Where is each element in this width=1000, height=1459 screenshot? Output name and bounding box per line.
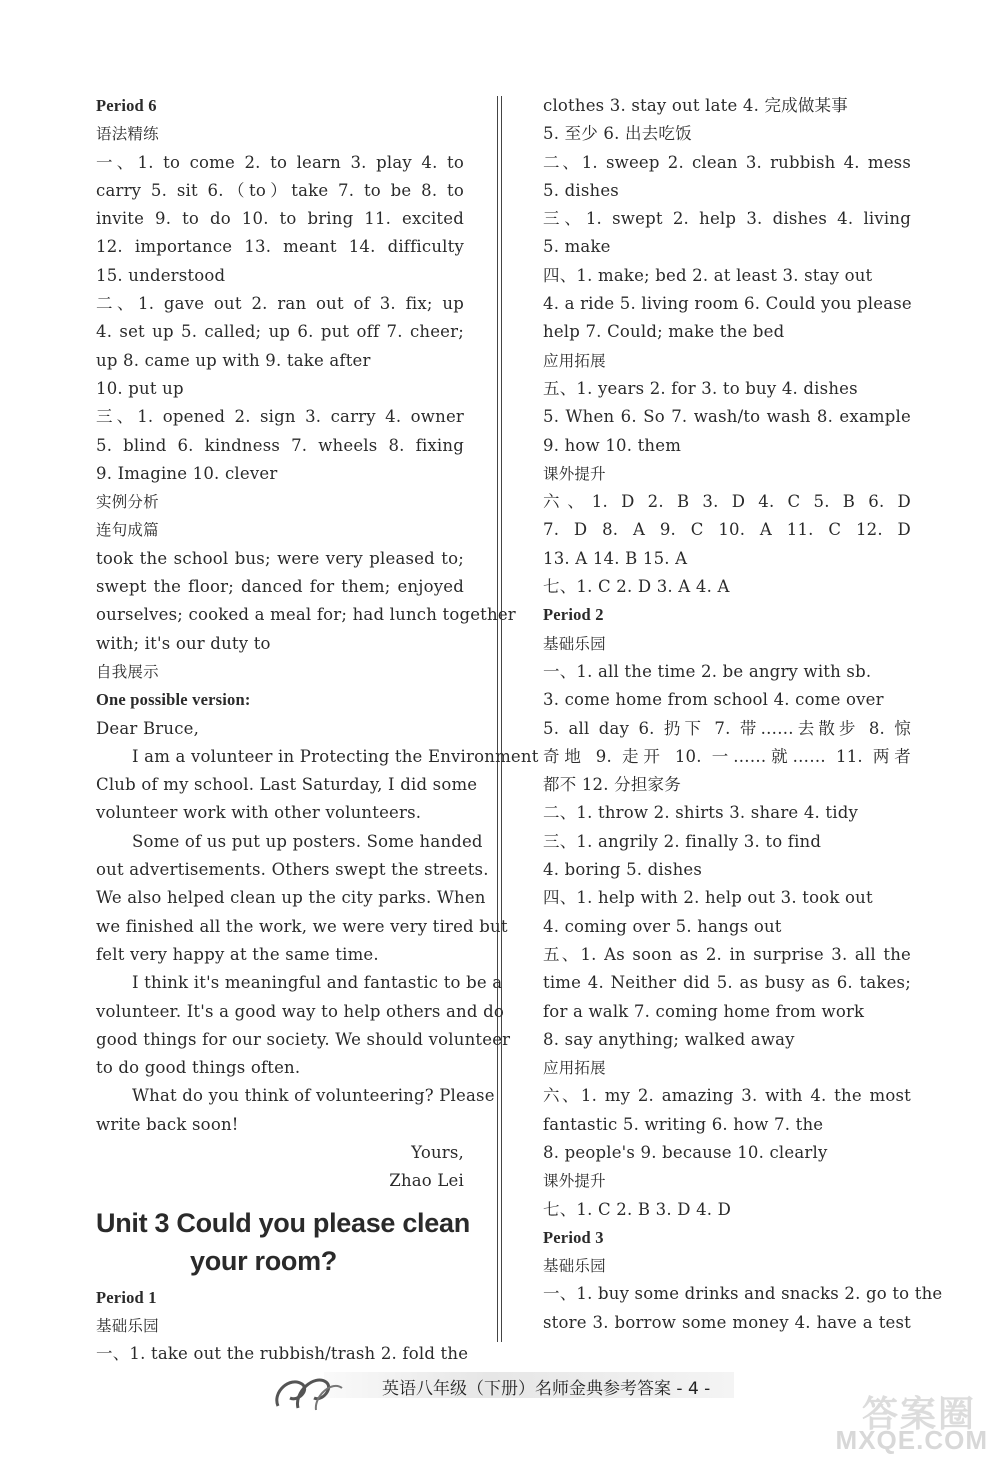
answer-line: 一、1. to come 2. to learn 3. play 4. to [96,152,464,172]
answer-line: 七、1. C 2. D 3. A 4. A [543,577,730,597]
answer-line: 应用拓展 [543,351,606,370]
answer-line: 课外提升 [543,464,606,483]
answer-line: Period 2 [543,605,604,625]
answer-line: 七、1. C 2. B 3. D 4. D [543,1199,732,1219]
answer-line: 9. Imagine 10. clever [96,463,278,483]
answer-line: Zhao Lei [389,1171,464,1191]
answer-line: 5. dishes [543,180,619,200]
answer-line: 一、1. all the time 2. be angry with sb. [543,661,872,681]
answer-line: help 7. Could; make the bed [543,322,785,342]
answer-line: carry 5. sit 6.（to）take 7. to be 8. to [96,180,464,200]
answer-line: 一、1. take out the rubbish/trash 2. fold the [96,1344,469,1364]
answer-line: 连句成篇 [96,521,159,540]
answer-line: 六、1. D 2. B 3. D 4. C 5. B 6. D [543,492,911,512]
answer-line: 课外提升 [543,1172,606,1191]
answer-line: 都不 12. 分担家务 [543,775,681,795]
answer-line: clothes 3. stay out late 4. 完成做某事 [543,96,848,115]
answer-line: with; it's our duty to [96,633,271,653]
answer-line: What do you think of volunteering? Please [132,1086,495,1106]
answer-line: Period 1 [96,1287,157,1307]
answer-line: 5. 至少 6. 出去吃饭 [543,124,692,144]
answer-line: good things for our society. We should volunteer [96,1029,511,1049]
unit-heading-line2: your room? [190,1245,338,1276]
answer-line: 4. set up 5. called; up 6. put off 7. cheer; [96,322,464,342]
answer-line: write back soon! [96,1114,239,1134]
answer-line: volunteer. It's a good way to help others and do [96,1001,504,1021]
answer-line: 4. boring 5. dishes [543,860,703,880]
answer-line: 13. A 14. B 15. A [543,548,688,568]
brand-swirl-icon [268,1362,348,1416]
answer-line: took the school bus; were very pleased to; [96,548,464,568]
answer-line: 三、1. angrily 2. finally 3. to find [543,831,822,851]
answer-line: 5. blind 6. kindness 7. wheels 8. fixing [96,435,464,455]
answer-line: to do good things often. [96,1058,301,1078]
answer-line: 基础乐园 [543,634,606,653]
answer-line: 8. people's 9. because 10. clearly [543,1142,828,1162]
answer-line: 基础乐园 [543,1257,606,1276]
left-column [96,92,539,1368]
answer-line: 二、1. gave out 2. ran out of 3. fix; up [96,294,464,314]
answer-line: 15. understood [96,265,226,285]
answer-line: we finished all the work, we were very tired but [96,916,508,936]
answer-line: 12. importance 13. meant 14. difficulty [96,237,464,257]
answer-line: for a walk 7. coming home from work [543,1001,865,1021]
answer-line: 一、1. buy some drinks and snacks 2. go to the [543,1284,943,1304]
answer-line: One possible version: [96,690,251,710]
answer-line: 基础乐园 [96,1316,159,1335]
answer-line: Period 6 [96,96,157,115]
unit-heading-line1: Unit 3 Could you please clean [96,1207,470,1238]
left-answer-lines-unit3 [96,1284,469,1369]
answer-line: Dear Bruce, [96,718,200,738]
answer-line: 二、1. throw 2. shirts 3. share 4. tidy [543,803,859,823]
answer-line: 4. a ride 5. living room 6. Could you please [543,294,912,314]
answer-line: 五、1. As soon as 2. in surprise 3. all the [543,944,911,964]
answer-line: 5. When 6. So 7. wash/to wash 8. example [543,407,911,427]
answer-line: 四、1. make; bed 2. at least 3. stay out [543,265,873,285]
answer-line: swept the floor; danced for them; enjoyed [96,577,464,597]
answer-line: time 4. Neither did 5. as busy as 6. takes; [543,973,911,993]
answer-line: Some of us put up posters. Some handed [132,831,483,851]
answer-line: 二、1. sweep 2. clean 3. rubbish 4. mess [543,152,911,172]
answer-line: I am a volunteer in Protecting the Environment [132,746,539,766]
page-footer [264,1362,742,1418]
answer-line: I think it's meaningful and fantastic to be a [132,973,503,993]
answer-line: 奇地 9. 走开 10. 一……就…… 11. 两者 [543,746,911,766]
answer-line: 语法精练 [96,125,159,144]
answer-line: 5. make [543,237,611,257]
answer-line: 六、1. my 2. amazing 3. with 4. the most [543,1086,911,1106]
answer-line: volunteer work with other volunteers. [96,803,422,823]
watermark-cn: 答案圈 [861,1394,976,1435]
column-divider [497,96,502,1342]
answer-line: 10. put up [96,378,184,398]
answer-line: ourselves; cooked a meal for; had lunch together [96,605,516,625]
answer-line: Period 3 [543,1227,604,1247]
answer-line: 五、1. years 2. for 3. to buy 4. dishes [543,378,858,398]
answer-line: invite 9. to do 10. to bring 11. excited [96,209,464,229]
answer-line: 应用拓展 [543,1059,606,1078]
answer-line: 三、1. opened 2. sign 3. carry 4. owner [96,407,464,427]
answer-line: fantastic 5. writing 6. how 7. the [543,1114,824,1134]
answer-line: 三、1. swept 2. help 3. dishes 4. living [543,209,911,229]
answer-line: felt very happy at the same time. [96,944,379,964]
answer-line: 3. come home from school 4. come over [543,690,884,710]
answer-line: We also helped clean up the city parks. When [96,888,486,908]
answer-line: up 8. came up with 9. take after [96,350,371,370]
footer-text: 英语八年级（下册）名师金典参考答案 - 4 - [382,1379,711,1399]
answer-line: 7. D 8. A 9. C 10. A 11. C 12. D [543,520,911,540]
answer-line: 5. all day 6. 扔下 7. 带……去散步 8. 惊 [543,718,911,738]
answer-line: 实例分析 [96,493,159,512]
answer-line: store 3. borrow some money 4. have a test [543,1312,911,1332]
answer-line: out advertisements. Others swept the streets. [96,860,489,880]
answer-line: 自我展示 [96,662,159,681]
right-column [543,92,943,1337]
answer-line: 9. how 10. them [543,435,682,455]
answer-line: Club of my school. Last Saturday, I did some [96,775,478,795]
watermark-url: MXQE.COM [835,1425,988,1455]
answer-line: 8. say anything; walked away [543,1029,795,1049]
answer-line: 4. coming over 5. hangs out [543,916,782,936]
watermark [764,1386,996,1458]
right-answer-lines [543,92,943,1337]
unit-heading [96,1204,470,1280]
answer-line: 四、1. help with 2. help out 3. took out [543,888,873,908]
left-answer-lines [96,92,539,1196]
answer-line: Yours, [411,1142,464,1162]
